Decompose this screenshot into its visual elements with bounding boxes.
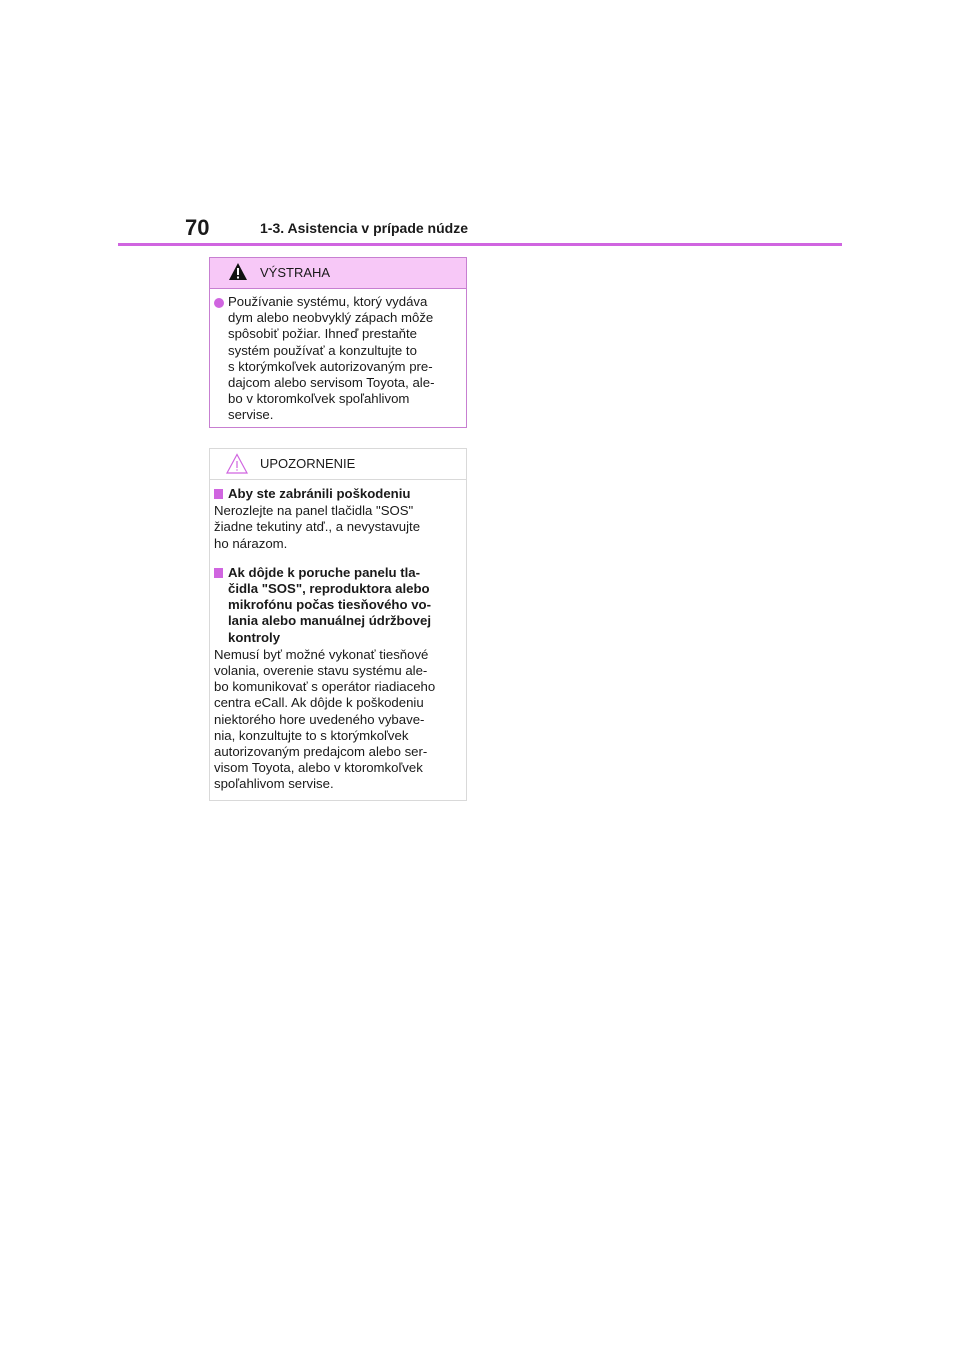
warning-triangle-icon xyxy=(228,262,248,281)
caution-triangle-icon xyxy=(226,453,248,474)
warning-text: Používanie systému, ktorý vydáva dym alebo neobvyklý zápach môže spôsobiť požiar. Ihneď prestaňte systém používať a konzultujte to s ktorýmkoľvek autorizovaným pre- dajcom alebo servisom Toyota, ale- bo v ktoromkoľvek spoľahlivom servise. xyxy=(228,294,435,423)
caution-header xyxy=(210,449,466,480)
warning-title: VÝSTRAHA xyxy=(260,265,331,280)
caution-box xyxy=(209,448,467,801)
caution-subheading: Aby ste zabránili poškodeniu xyxy=(214,486,458,502)
warning-box xyxy=(209,257,467,428)
square-bullet-icon xyxy=(214,568,223,578)
warning-body xyxy=(210,289,466,424)
caution-body xyxy=(210,480,466,793)
warning-header xyxy=(210,258,466,289)
page-number: 70 xyxy=(185,215,210,240)
bullet-dot-icon xyxy=(214,298,224,308)
square-bullet-icon xyxy=(214,489,223,499)
header-divider xyxy=(118,243,842,246)
page-header xyxy=(185,214,485,244)
caution-paragraph: Nerozlejte na panel tlačidla "SOS" žiadne tekutiny atď., a nevystavujte ho nárazom. xyxy=(214,503,421,551)
caution-paragraph: Nemusí byť možné vykonať tiesňové volania, overenie stavu systému ale- bo komunikovať s operátor riadiaceho centra eCall. Ak dôjde k poškodeniu niektorého hore uvedeného vybave- nia, konzultujte to s ktorýmkoľvek autorizovaným predajcom alebo ser- visom Toyota, alebo v ktoromkoľvek spoľahlivom servise. xyxy=(214,646,436,792)
caution-subheading: Ak dôjde k poruche panelu tla- čidla "SOS", reproduktora alebo mikrofónu počas tiesňového vo- lania alebo manuálnej údržbovej kontroly xyxy=(214,565,458,646)
caution-title: UPOZORNENIE xyxy=(260,456,356,471)
section-title: 1-3. Asistencia v prípade núdze xyxy=(260,220,468,236)
